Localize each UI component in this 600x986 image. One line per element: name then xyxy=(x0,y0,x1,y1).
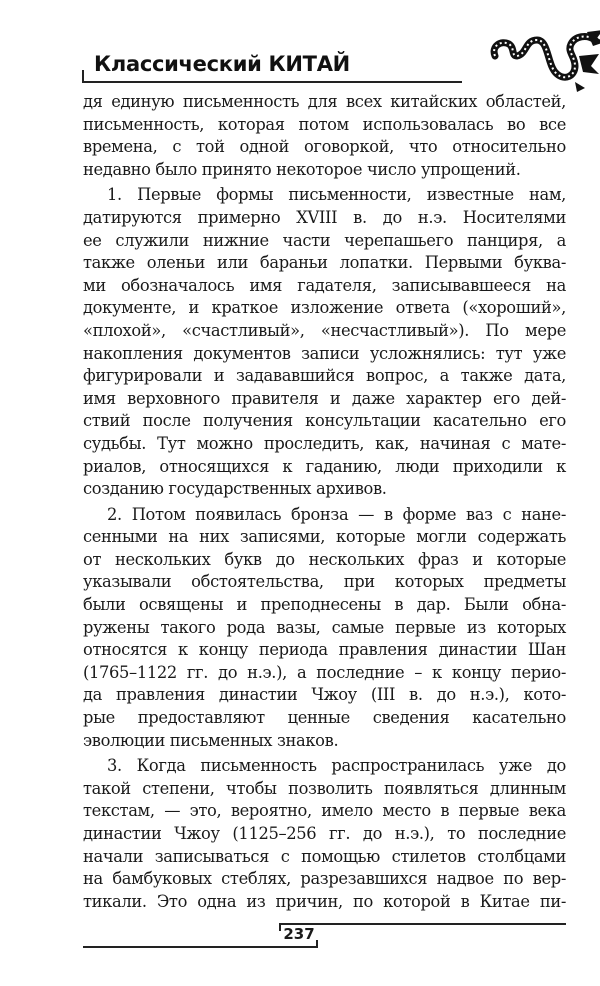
text-line: такой степени, чтобы позволить появляться длинным xyxy=(83,778,566,798)
running-header xyxy=(82,48,562,88)
text-line: датируются примерно XVIII в. до н.э. Носителями xyxy=(83,207,566,227)
text-line: созданию государственных архивов. xyxy=(83,479,387,499)
text-line: 1. Первые формы письменности, известные нам, xyxy=(107,185,566,205)
footer-tick xyxy=(279,923,281,931)
text-line: письменность, которая потом использовалась во все xyxy=(83,114,566,134)
text-line: да правления династии Чжоу (III в. до н.э.), кото- xyxy=(83,685,566,705)
text-line: указывали обстоятельства, при которых предметы xyxy=(83,572,566,592)
dragon-ornament-icon xyxy=(487,26,600,96)
text-line: 3. Когда письменность распространилась уже до xyxy=(107,756,566,776)
paragraph-continuation xyxy=(83,91,566,181)
text-line: 2. Потом появилась бронза — в форме ваз с нане- xyxy=(107,504,566,524)
text-line: судьбы. Тут можно проследить, как, начиная с мате- xyxy=(83,433,566,453)
text-line: начали записываться с помощью стилетов столбцами xyxy=(83,846,566,866)
text-line: фигурировали и задававшийся вопрос, а также дата, xyxy=(83,366,566,386)
text-line: времена, с той одной оговоркой, что относительно xyxy=(83,137,566,157)
text-line: недавно было принято некоторое число упрощений. xyxy=(83,159,521,179)
paragraph-3 xyxy=(83,755,566,913)
text-line: эволюции письменных знаков. xyxy=(83,730,339,750)
text-line: ее служили нижние части черепашьего панциря, а xyxy=(83,230,566,250)
text-line: династии Чжоу (1125–256 гг. до н.э.), то последние xyxy=(83,824,566,843)
page-footer xyxy=(83,920,566,950)
text-line: ружены такого рода вазы, самые первые из которых xyxy=(83,617,566,637)
text-line: тикали. Это одна из причин, по которой в Китае пи- xyxy=(83,891,566,911)
text-line: были освящены и преподнесены в дар. Были обна- xyxy=(83,595,566,615)
text-line: сенными на них записями, которые могли содержать xyxy=(83,527,566,547)
text-line: накопления документов записи усложнялись: тут уже xyxy=(83,343,566,363)
footer-rule-bottom xyxy=(83,946,317,948)
paragraph-1 xyxy=(83,184,566,500)
text-line: от нескольких букв до нескольких фраз и которые xyxy=(83,549,566,569)
text-line: документе, и краткое изложение ответа («хороший», xyxy=(83,298,566,318)
text-line: риалов, относящихся к гаданию, люди приходили к xyxy=(83,456,566,476)
header-title: Классический КИТАЙ xyxy=(94,52,350,76)
text-line: ствий после получения консультации касательно его xyxy=(83,411,566,431)
text-line: «плохой», «счастливый», «несчастливый»). По мере xyxy=(83,320,566,340)
paragraph-2 xyxy=(83,504,566,753)
header-rule xyxy=(82,81,462,83)
footer-rule-top xyxy=(279,923,566,925)
page-number: 237 xyxy=(283,925,315,943)
text-line: относятся к концу периода правления династии Шан xyxy=(83,640,566,660)
text-line: рые предоставляют ценные сведения касательно xyxy=(83,708,566,728)
text-line: дя единую письменность для всех китайских областей, xyxy=(83,92,566,111)
body-text xyxy=(83,88,566,913)
text-line: также оленьи или бараньи лопатки. Первыми буква- xyxy=(83,253,566,273)
footer-tick xyxy=(316,940,318,948)
text-line: текстам, — это, вероятно, имело место в первые века xyxy=(83,801,566,821)
text-line: (1765–1122 гг. до н.э.), а последние – к концу перио- xyxy=(83,662,566,682)
text-line: на бамбуковых стеблях, разрезавшихся надвое по вер- xyxy=(83,869,566,889)
text-line: имя верховного правителя и даже характер его дей- xyxy=(83,388,566,408)
text-line: ми обозначалось имя гадателя, записывавшееся на xyxy=(83,275,566,295)
